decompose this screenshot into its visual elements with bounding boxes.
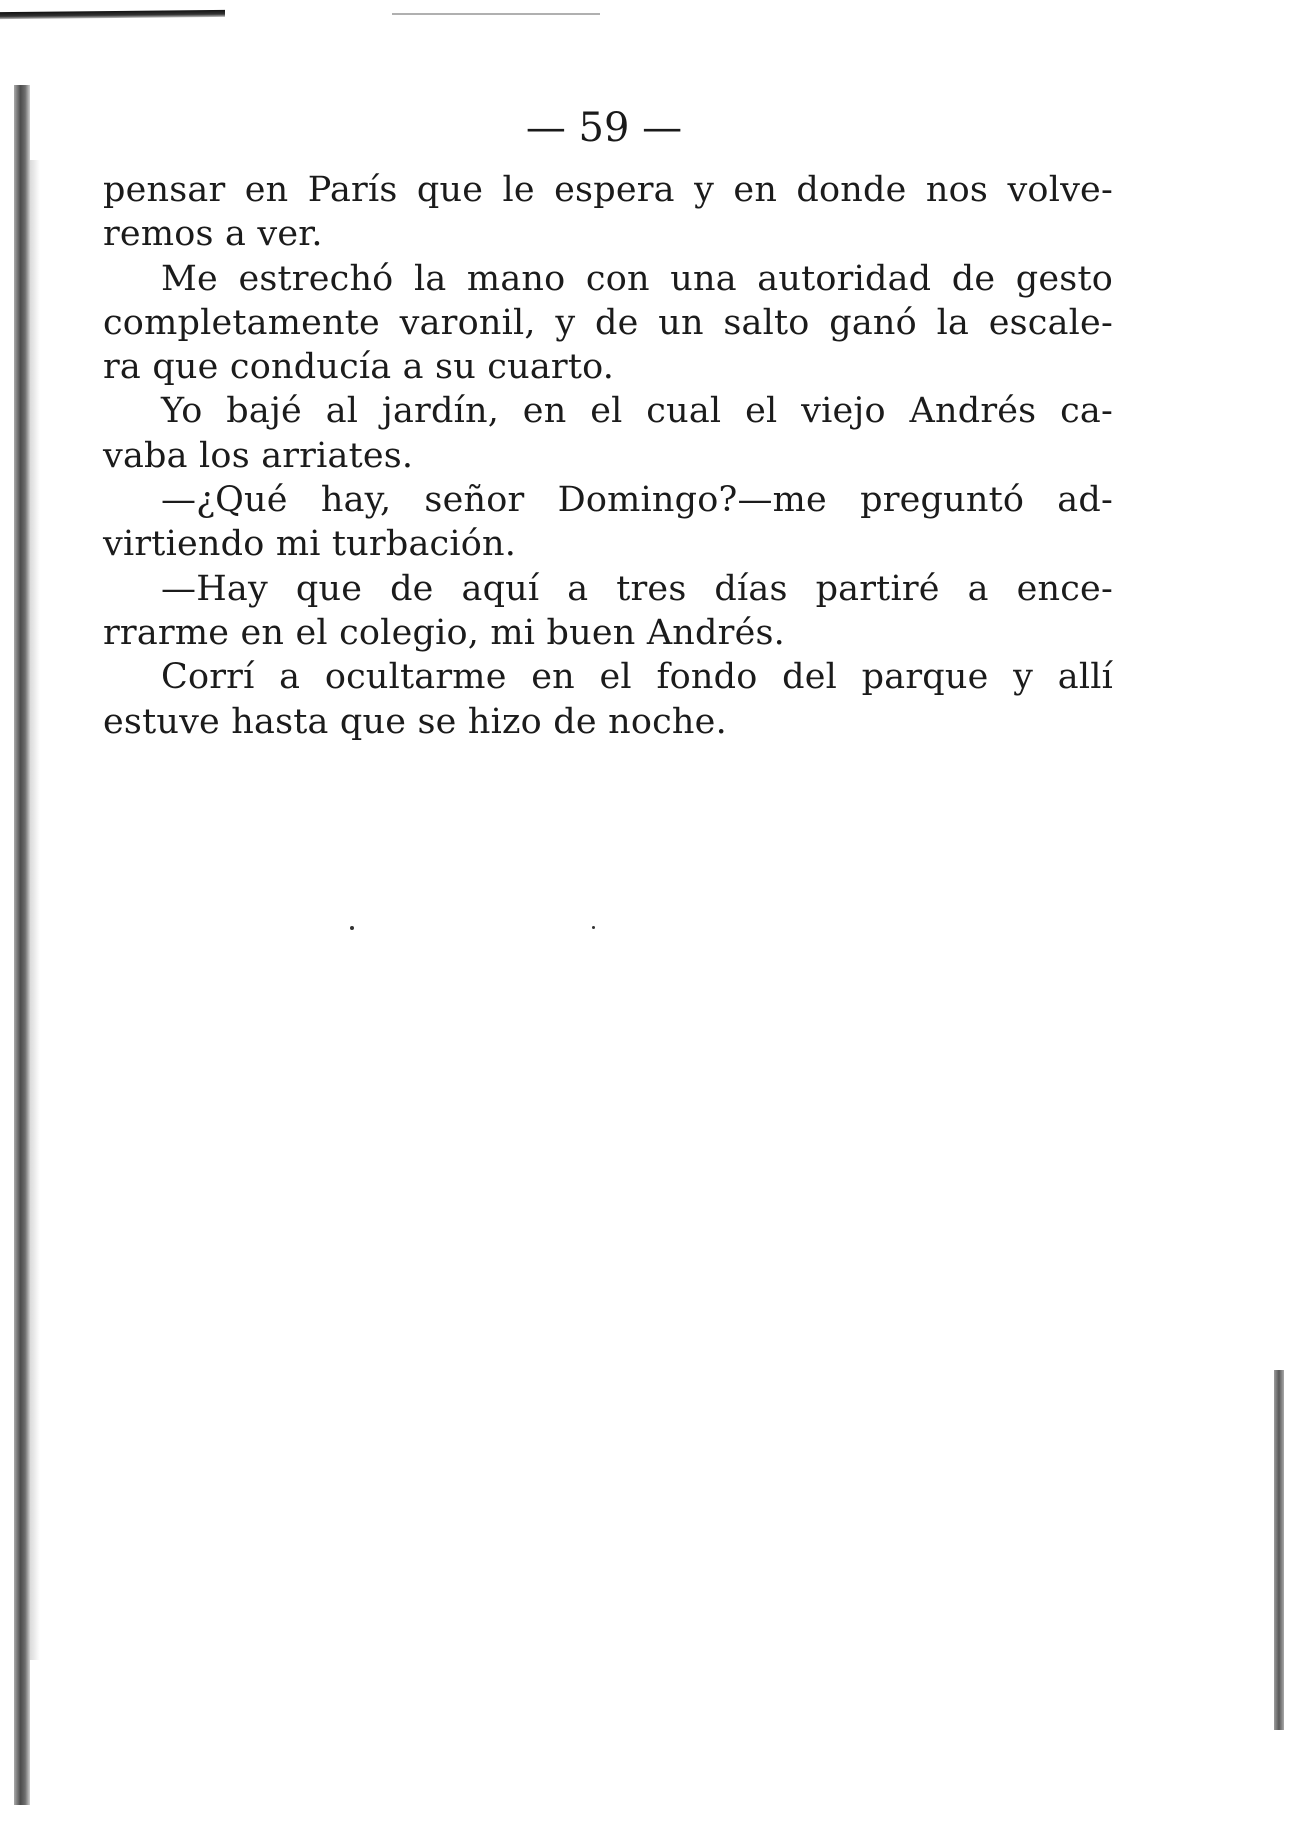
ink-speck [350, 926, 354, 930]
text-line: Me estrechó la mano con una autoridad de gesto [161, 258, 1113, 299]
left-binding-edge [14, 85, 30, 1805]
text-line: vaba los arriates. [103, 435, 414, 476]
text-line: virtiendo mi turbación. [103, 524, 517, 565]
body-text [103, 168, 1113, 744]
top-faint-rule [392, 13, 600, 15]
text-line: remos a ver. [103, 214, 323, 255]
text-line: pensar en París que le espera y en donde nos volve- [103, 170, 1113, 210]
text-line: ra que conducía a su cuarto. [103, 347, 615, 388]
page-number: — 59 — [525, 105, 683, 151]
text-line: estuve hasta que se hizo de noche. [103, 701, 727, 742]
text-line: —Hay que de aquí a tres días partiré a ence- [161, 568, 1113, 609]
left-binding-shadow [30, 160, 40, 1660]
text-line: rrarme en el colegio, mi buen Andrés. [103, 612, 785, 653]
text-line: Yo bajé al jardín, en el cual el viejo Andrés ca- [161, 391, 1113, 432]
right-binding-edge [1274, 1370, 1284, 1730]
text-line: —¿Qué hay, señor Domingo?—me preguntó ad- [161, 480, 1113, 521]
text-line: completamente varonil, y de un salto ganó la escale- [103, 302, 1113, 343]
ink-speck [592, 926, 595, 929]
text-line: Corrí a ocultarme en el fondo del parque y allí [161, 657, 1113, 698]
top-rule-mark [0, 10, 225, 19]
